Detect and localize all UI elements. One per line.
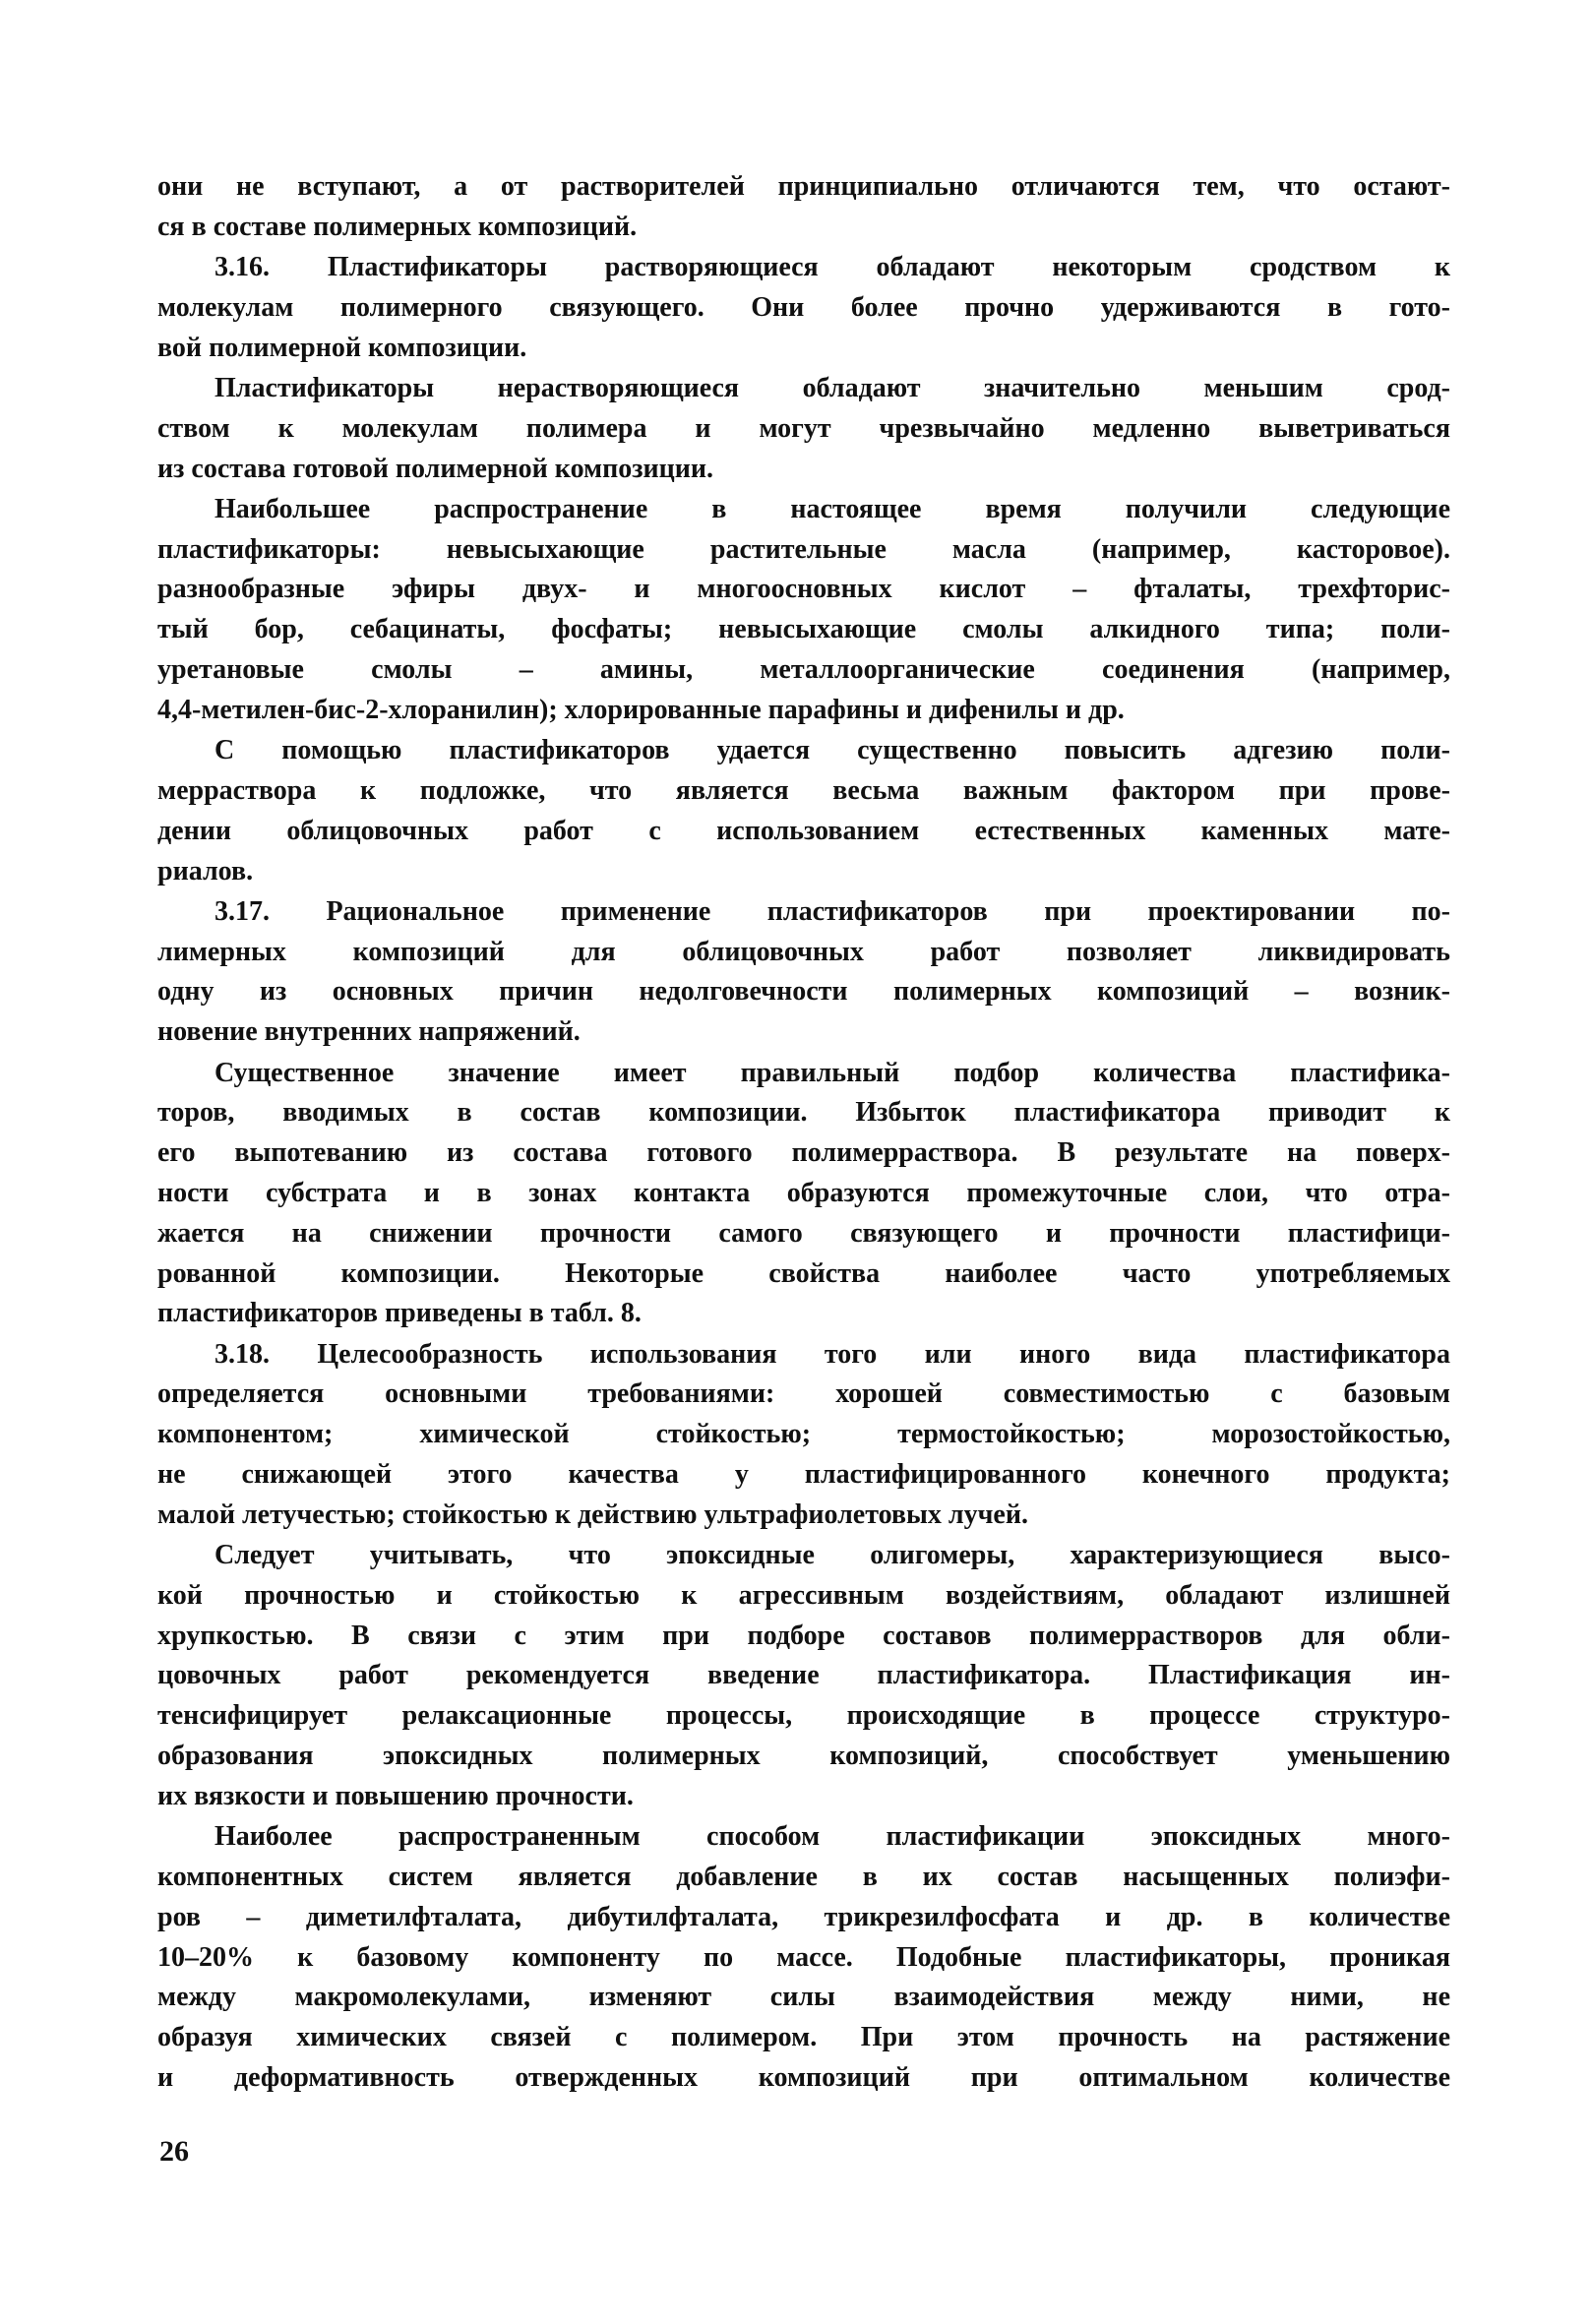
text-line: между макромолекулами, изменяют силы взаимодействия между ними, не [157,1982,1450,2013]
text-line: кой прочностью и стойкостью к агрессивным воздействиям, обладают излишней [157,1579,1450,1611]
text-line: Следует учитывать, что эпоксидные олигомеры, характеризующиеся высо- [214,1540,1450,1571]
text-line: дении облицовочных работ с использованием естественных каменных мате- [157,815,1450,846]
text-line: разнообразные эфиры двух- и многоосновных кислот – фталаты, трехфторис- [157,574,1450,605]
text-line: 3.16. Пластификаторы растворяющиеся обладают некоторым сродством к [214,252,1450,283]
paragraph [157,1817,1450,2099]
text-line: хрупкостью. В связи с этим при подборе составов полимеррастворов для обли- [157,1620,1450,1651]
text-line: риалов. [157,855,254,887]
paragraph [157,892,1450,1053]
text-line: лимерных композиций для облицовочных работ позволяет ликвидировать [157,936,1450,967]
text-line: Наиболее распространенным способом пластификации эпоксидных много- [214,1821,1450,1853]
text-line: тый бор, себацинаты, фосфаты; невысыхающие смолы алкидного типа; поли- [157,614,1450,645]
text-line: 3.17. Рациональное применение пластификаторов при проектировании по- [214,895,1450,927]
text-line: одну из основных причин недолговечности полимерных композиций – возник- [157,976,1450,1008]
text-line: ров – диметилфталата, дибутилфталата, трикрезилфосфата и др. в количестве [157,1901,1450,1932]
text-line: не снижающей этого качества у пластифицированного конечного продукта; [157,1459,1450,1490]
text-line: ся в составе полимерных композиций. [157,211,638,242]
paragraph [157,731,1450,891]
text-line: Существенное значение имеет правильный подбор количества пластифика- [214,1057,1450,1088]
text-line: пластификаторы: невысыхающие растительные масла (например, касторовое). [157,533,1450,565]
paragraph [157,490,1450,731]
text-line: 4,4-метилен-бис-2-хлоранилин); хлорированные парафины и дифенилы и др. [157,694,1125,725]
text-line: уретановые смолы – амины, металлоорганические соединения (например, [157,654,1450,686]
text-line: ности субстрата и в зонах контакта образуются промежуточные слои, что отра- [157,1177,1450,1208]
text-line: компонентом; химической стойкостью; термостойкостью; морозостойкостью, [157,1419,1450,1450]
text-line: рованной композиции. Некоторые свойства наиболее часто употребляемых [157,1257,1450,1289]
text-line: 3.18. Целесообразность использования того или иного вида пластификатора [214,1338,1450,1370]
text-line: цовочных работ рекомендуется введение пластификатора. Пластификация ин- [157,1660,1450,1691]
text-line: молекулам полимерного связующего. Они более прочно удерживаются в гото- [157,291,1450,323]
text-line: Наибольшее распространение в настоящее время получили следующие [214,493,1450,524]
text-line: ством к молекулам полимера и могут чрезвычайно медленно выветриваться [157,412,1450,444]
paragraph [157,248,1450,368]
text-line: 10–20% к базовому компоненту по массе. Подобные пластификаторы, проникая [157,1941,1450,1973]
text-line: определяется основными требованиями: хорошей совместимостью с базовым [157,1378,1450,1410]
document-body [157,167,1450,2099]
text-line: жается на снижении прочности самого связующего и прочности пластифици- [157,1217,1450,1249]
text-line: новение внутренних напряжений. [157,1016,581,1048]
text-line: образуя химических связей с полимером. При этом прочность на растяжение [157,2022,1450,2053]
text-line: вой полимерной композиции. [157,332,527,363]
text-line: компонентных систем является добавление в их состав насыщенных полиэфи- [157,1861,1450,1892]
text-line: его выпотеванию из состава готового полимерраствора. В результате на поверх- [157,1137,1450,1169]
paragraph [157,369,1450,489]
text-line: образования эпоксидных полимерных композиций, способствует уменьшению [157,1741,1450,1772]
text-line: из состава готовой полимерной композиции. [157,453,714,484]
text-line: и деформативность отвержденных композиций при оптимальном количестве [157,2061,1450,2093]
text-line: их вязкости и повышению прочности. [157,1780,634,1811]
text-line: С помощью пластификаторов удается существенно повысить адгезию поли- [214,735,1450,766]
text-line: малой летучестью; стойкостью к действию ультрафиолетовых лучей. [157,1498,1028,1530]
text-line: Пластификаторы нерастворяющиеся обладают значительно меньшим срод- [214,372,1450,403]
text-line: они не вступают, а от растворителей принципиально отличаются тем, что остают- [157,171,1450,202]
paragraph [157,1054,1450,1335]
paragraph [157,1536,1450,1817]
paragraph [157,1335,1450,1536]
paragraph [157,167,1450,248]
text-line: пластификаторов приведены в табл. 8. [157,1298,642,1329]
page-number: 26 [159,2135,189,2168]
text-line: торов, вводимых в состав композиции. Избыток пластификатора приводит к [157,1097,1450,1129]
text-line: мерраствора к подложке, что является весьма важным фактором при прове- [157,774,1450,806]
text-line: тенсифицирует релаксационные процессы, происходящие в процессе структуро- [157,1700,1450,1732]
